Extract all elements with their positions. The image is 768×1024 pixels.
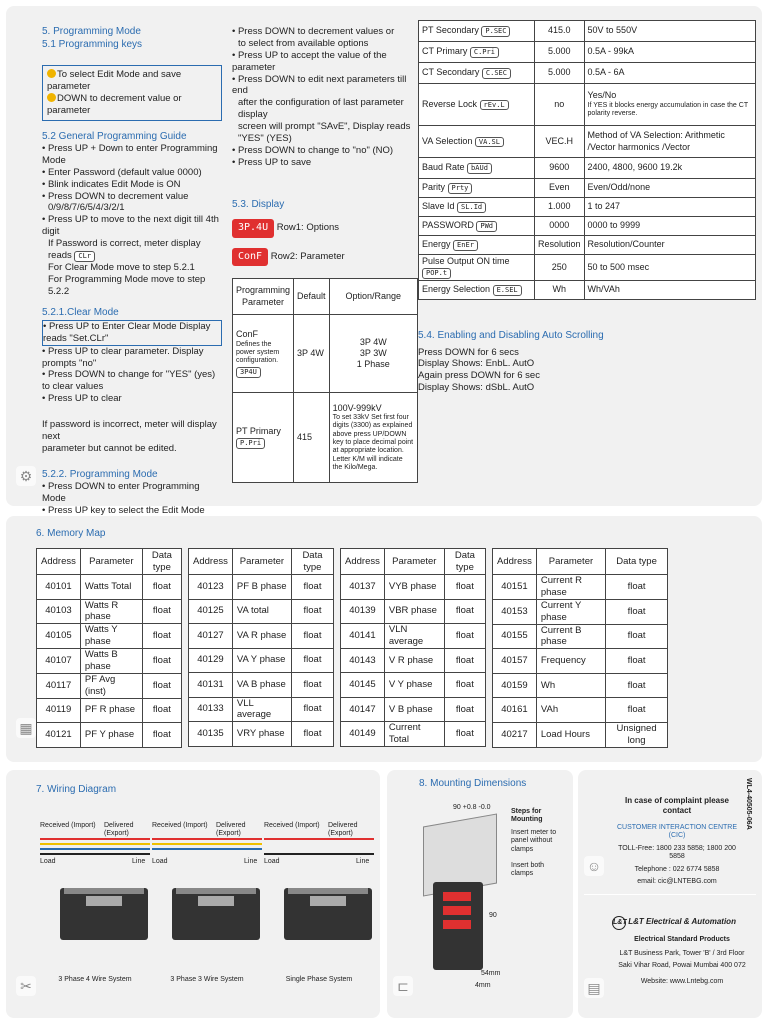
parameter-row: Energy EnEr Resolution Resolution/Counter [419, 236, 756, 255]
parameter-row: CT Primary C.Pri 5.000 0.5A - 99kA [419, 42, 756, 63]
wiring-diagram-3p4w: Received (Import) Delivered (Export) Load Line [40, 822, 150, 972]
table-row: 40135 VRY phase float [189, 722, 334, 747]
document-code: WL4-40505-06A [745, 778, 752, 830]
incorrect-note: If password is incorrect, meter will display next parameter but cannot be edited. [42, 419, 217, 454]
table-row: 40149 Current Total float [341, 722, 486, 747]
table-row: 40137 VYB phase float [341, 575, 486, 600]
table-row: 40133 VLL average float [189, 697, 334, 722]
conf-cell: ConF Defines the power system configuration. 3P4U [233, 315, 294, 393]
contact-panel [578, 770, 762, 1018]
keys-box: To select Edit Mode and save parameter DOWN to decrement value or parameter [42, 65, 222, 121]
address-icon: ▤ [584, 978, 604, 998]
mounting-steps: Steps for Mounting Insert meter to panel without clamps Insert both clamps [511, 808, 557, 878]
lt-logo-icon: L&T [612, 916, 626, 930]
parameter-row: PASSWORD PWd 0000 0000 to 9999 [419, 217, 756, 236]
parameter-row: Energy Selection E.SEL Wh Wh/VAh [419, 281, 756, 300]
meter-graphic [284, 888, 372, 940]
memory-map-panel [6, 516, 762, 762]
down-key-icon [47, 93, 56, 102]
table-row: 40103 Watts R phase float [37, 599, 182, 624]
parameter-row: Slave Id SL.Id 1.000 1 to 247 [419, 198, 756, 217]
parameter-table [418, 20, 756, 300]
tools-icon: ✂ [16, 976, 36, 996]
wiring-panel: ✂ 7. Wiring Diagram Received (Import) Delivered (Export) Load Line Received (Import) Delivered (Export) Load Line Received (Import) Delivered (Export) Load Line 3 Phase 4 Wire System 3 Phase 3 Wire System Single Phase System [6, 770, 380, 1018]
parameter-row: VA Selection VA.SL VEC.H Method of VA Selection: Arithmetic /Vector harmonics /Vector [419, 126, 756, 158]
table-row: 40101 Watts Total float [37, 575, 182, 600]
clear-list: • Press UP to Enter Clear Mode Display reads "Set.CLr" • Press UP to clear parameter. Display prompts "no" • Press DOWN to change for "YES" (yes) to clear values • Press UP to clear [42, 320, 222, 405]
mounting-drawing: 90 +0.8 -0.0 90 54mm 4mm [419, 802, 505, 992]
contact-icon: ☺ [584, 856, 604, 876]
table-row: 40123 PF B phase float [189, 575, 334, 600]
wiring-diagram-1p: Received (Import) Delivered (Export) Load Line [264, 822, 374, 972]
table-row: 40127 VA R phase float [189, 624, 334, 649]
memory-table: Address Parameter Data type 40101 Watts Total float 40103 Watts R phase float 40105 Watts Y phase float 40107 Watts B phase float 40117 PF Avg (inst) float 40119 PF R phase float 40121 PF Y phase float [36, 548, 182, 748]
table-row: 40155 Current B phase float [493, 624, 668, 649]
table-row: 40217 Load Hours Unsigned long [493, 722, 668, 747]
scroll-title: 5.4. Enabling and Disabling Auto Scrolling [418, 330, 604, 341]
table-row: 40147 V B phase float [341, 697, 486, 722]
programming-column [42, 26, 222, 529]
prog-list: • Press DOWN to enter Programming Mode • Press UP key to select the Edit Mode [42, 481, 222, 529]
clr-display-tag: CLr [74, 251, 95, 262]
table-row: 40105 Watts Y phase float [37, 624, 182, 649]
table-row: 40161 VAh float [493, 698, 668, 723]
gear-icon: ⚙ [16, 466, 36, 486]
scroll-steps: Press DOWN for 6 secs Display Shows: EnbL. AutO Again press DOWN for 6 sec Display Shows: dSbL. AutO [418, 346, 540, 394]
table-row: 40153 Current Y phase float [493, 599, 668, 624]
table-row: 40131 VA B phase float [189, 673, 334, 698]
prog-mode-title: 5.2.2. Programming Mode [42, 468, 158, 480]
contact-block: In case of complaint please contact CUSTOMER INTERACTION CENTRE (CIC) TOLL-Free: 1800 233 5858; 1800 200 5858 Telephone : 022 6774 5858 email: cic@LNTEBG.com [616, 796, 738, 885]
brand-block: L&T L&T Electrical & Automation Electrical Standard Products L&T Business Park, Tower 'B' / 3rd Floor Saki Vihar Road, Powai Mumbai 400 072 Website: www.Lntebg.com [613, 917, 746, 986]
programming-panel [6, 6, 762, 516]
panel-mount-icon: ⊏ [393, 976, 413, 996]
table-row: 40119 PF R phase float [37, 698, 182, 723]
section-title: 5. Programming Mode [42, 26, 141, 37]
table-row: 40143 V R phase float [341, 648, 486, 673]
meter-icon: ▦ [16, 718, 36, 738]
meter-graphic [172, 888, 260, 940]
wiring-diagram-3p3w: Received (Import) Delivered (Export) Load Line [152, 822, 262, 972]
table-row: 40125 VA total float [189, 599, 334, 624]
row2-display: ConF [232, 248, 268, 267]
table-row: 40107 Watts B phase float [37, 649, 182, 674]
wiring-title: 7. Wiring Diagram [36, 784, 117, 795]
programming-table: Programming Parameter Default Option/Range ConF Defines the power system configuration. 3P4U 3P 4W 3P 4W 3P 3W 1 Phase PT Primary P.Pri 415 100V-999kV To set 33kV Set first four digits (3300) as explained above press UP/DOWN key to place decimal point at appropriate location. Letter K/M will indicate the Kilo/Mega. [232, 278, 418, 483]
table-row: 40151 Current R phase float [493, 575, 668, 600]
memory-table: Address Parameter Data type 40151 Current R phase float 40153 Current Y phase float 40155 Current B phase float 40157 Frequency float 40159 Wh float 40161 VAh float 40217 Load Hours Unsigned long [492, 548, 668, 748]
meter-graphic [60, 888, 148, 940]
display-title: 5.3. Display [232, 198, 285, 210]
parameter-row: Reverse Lock rEv.L no Yes/No If YES it blocks energy accumulation in case the CT polarity reverse. [419, 84, 756, 126]
parameter-row: CT Secondary C.SEC 5.000 0.5A - 6A [419, 63, 756, 84]
table-row: 40129 VA Y phase float [189, 648, 334, 673]
table-row: 40139 VBR phase float [341, 599, 486, 624]
row1-display: 3P.4U [232, 219, 274, 238]
memory-map-title: 6. Memory Map [36, 528, 106, 539]
guide-list: • Press UP + Down to enter Programming Mode • Enter Password (default value 0000) • Blink indicates Edit Mode is ON • Press DOWN to decrement value 0/9/8/7/6/5/4/3/2/1 • Press UP to move to the next digit till 4th digit If Password is correct, meter display reads CLr For Clear Mode move to step 5.2.1 For Programming Mode move to step 5.2.2 [42, 143, 222, 297]
table-row: 40157 Frequency float [493, 649, 668, 674]
guide-title: 5.2 General Programming Guide [42, 130, 187, 142]
pt-cell: PT Primary P.Pri [233, 393, 294, 483]
programming-keys-title: 5.1 Programming keys [42, 38, 143, 50]
table-row: 40159 Wh float [493, 673, 668, 698]
parameter-row: PT Secondary P.SEC 415.0 50V to 550V [419, 21, 756, 42]
parameter-row: Parity Prty Even Even/Odd/none [419, 179, 756, 198]
parameter-row: Baud Rate bAUd 9600 2400, 4800, 9600 19.2k [419, 158, 756, 179]
memory-table: Address Parameter Data type 40137 VYB phase float 40139 VBR phase float 40141 VLN average float 40143 V R phase float 40145 V Y phase float 40147 V B phase float 40149 Current Total float [340, 548, 486, 747]
mounting-title: 8. Mounting Dimensions [419, 778, 527, 789]
table-row: 40117 PF Avg (inst) float [37, 673, 182, 698]
parameter-column [418, 20, 762, 394]
parameter-row: Pulse Output ON time POP.t 250 50 to 500 msec [419, 255, 756, 281]
table-row: 40141 VLN average float [341, 624, 486, 649]
memory-table: Address Parameter Data type 40123 PF B phase float 40125 VA total float 40127 VA R phase float 40129 VA Y phase float 40131 VA B phase float 40133 VLL average float 40135 VRY phase float [188, 548, 334, 747]
clear-mode-title: 5.2.1.Clear Mode [42, 307, 119, 319]
table-row: 40145 V Y phase float [341, 673, 486, 698]
table-row: 40121 PF Y phase float [37, 723, 182, 748]
key-icon [47, 69, 56, 78]
mounting-panel [387, 770, 573, 1018]
steps-column: • Press DOWN to decrement values or to select from available options • Press UP to accept the value of the parameter • Press DOWN to edit next parameters till end after the configuration of last parameter display screen will prompt "SAvE", Display reads "YES" (YES) • Press DOWN to change to "no" (NO) • Press UP to save 5.3. Display 3P.4U Row1: Options ConF Row2: Parameter Programming Parameter Default Option/Range ConF Defines the power system configuration. 3P4U 3P 4W 3P 4W 3P 3W 1 Phase PT Primary P.Pri 415 100V-999kV To set 33kV Set first four digits (3300) as explained above press UP/DOWN key to place decimal point at appropriate location. Letter K/M will indicate the Kilo/Mega. [232, 26, 418, 483]
